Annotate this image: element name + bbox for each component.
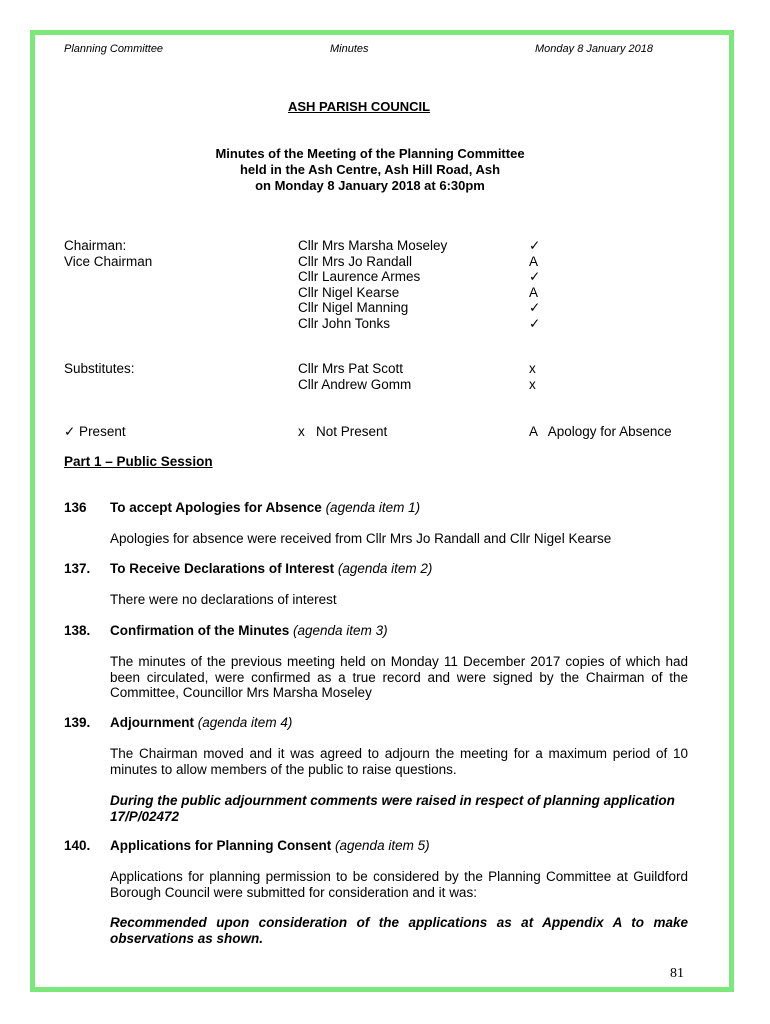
- item-number: 136: [64, 500, 87, 515]
- item-note: During the public adjournment comments were raised in respect of planning application 17/P/02472: [110, 793, 675, 824]
- item-heading: [110, 623, 388, 638]
- item-heading: [110, 715, 292, 730]
- item-number: 138.: [64, 623, 91, 638]
- item-number: 137.: [64, 561, 91, 576]
- substitute-name: Cllr Mrs Pat Scott: [298, 361, 404, 376]
- legend-not-present: x Not Present: [298, 424, 388, 439]
- page-number: 81: [670, 966, 684, 981]
- legend-apology: A Apology for Absence: [529, 424, 672, 439]
- meeting-title-line1: Minutes of the Meeting of the Planning Committee: [215, 146, 525, 161]
- item-agenda-ref: (agenda item 3): [293, 623, 388, 638]
- item-agenda-ref: (agenda item 2): [337, 561, 433, 576]
- item-heading: [110, 561, 432, 576]
- item-heading: [110, 500, 420, 515]
- item-number: 139.: [64, 715, 91, 730]
- member-status: ✓: [529, 300, 541, 315]
- item-note: Recommended upon consideration of the applications as at Appendix A to make observations as shown.: [110, 915, 688, 946]
- header-doc-type: Minutes: [330, 43, 369, 55]
- member-name: Cllr Nigel Manning: [298, 300, 409, 315]
- member-name: Cllr John Tonks: [298, 316, 391, 331]
- member-status: ✓: [529, 316, 541, 331]
- item-title: Adjournment: [110, 715, 194, 730]
- role-chairman: Chairman:: [64, 238, 127, 253]
- member-status: ✓: [529, 269, 541, 284]
- item-title: Confirmation of the Minutes: [110, 623, 290, 638]
- member-status: A: [529, 285, 539, 300]
- member-name: Cllr Mrs Jo Randall: [298, 254, 413, 269]
- substitute-status: x: [529, 361, 536, 376]
- council-title: ASH PARISH COUNCIL: [288, 99, 431, 114]
- header-committee: Planning Committee: [64, 43, 164, 55]
- item-agenda-ref: (agenda item 4): [197, 715, 293, 730]
- item-title: To Receive Declarations of Interest: [110, 561, 335, 576]
- member-name: Cllr Mrs Marsha Moseley: [298, 238, 448, 253]
- member-status: A: [529, 254, 539, 269]
- substitute-name: Cllr Andrew Gomm: [298, 377, 412, 392]
- part1-heading: Part 1 – Public Session: [64, 454, 213, 469]
- item-title: To accept Apologies for Absence: [110, 500, 322, 515]
- header-date: Monday 8 January 2018: [535, 43, 654, 55]
- substitute-status: x: [529, 377, 536, 392]
- item-body: There were no declarations of interest: [110, 592, 337, 607]
- item-body: Apologies for absence were received from Cllr Mrs Jo Randall and Cllr Nigel Kearse: [110, 531, 612, 546]
- item-body: The Chairman moved and it was agreed to adjourn the meeting for a maximum period of 10 minutes to allow members of the public to raise questions.: [110, 746, 688, 777]
- item-title: Applications for Planning Consent: [110, 838, 332, 853]
- member-name: Cllr Laurence Armes: [298, 269, 421, 284]
- member-status: ✓: [529, 238, 541, 253]
- item-body: The minutes of the previous meeting held on Monday 11 December 2017 copies of which had been circulated, were confirmed as a true record and were signed by the Chairman of the Committee, Councillor Mrs Marsha Moseley: [110, 654, 688, 700]
- role-substitutes: Substitutes:: [64, 361, 135, 376]
- item-body: Applications for planning permission to be considered by the Planning Committee at Guildford Borough Council were submitted for consideration and it was:: [110, 869, 688, 900]
- legend-present: ✓ Present: [64, 424, 126, 439]
- role-vice-chairman: Vice Chairman: [64, 254, 153, 269]
- item-heading: [110, 838, 430, 853]
- meeting-title-line3: on Monday 8 January 2018 at 6:30pm: [255, 178, 485, 193]
- item-agenda-ref: (agenda item 1): [325, 500, 421, 515]
- item-number: 140.: [64, 838, 91, 853]
- item-agenda-ref: (agenda item 5): [335, 838, 430, 853]
- meeting-title-line2: held in the Ash Centre, Ash Hill Road, Ash: [239, 162, 501, 177]
- member-name: Cllr Nigel Kearse: [298, 285, 400, 300]
